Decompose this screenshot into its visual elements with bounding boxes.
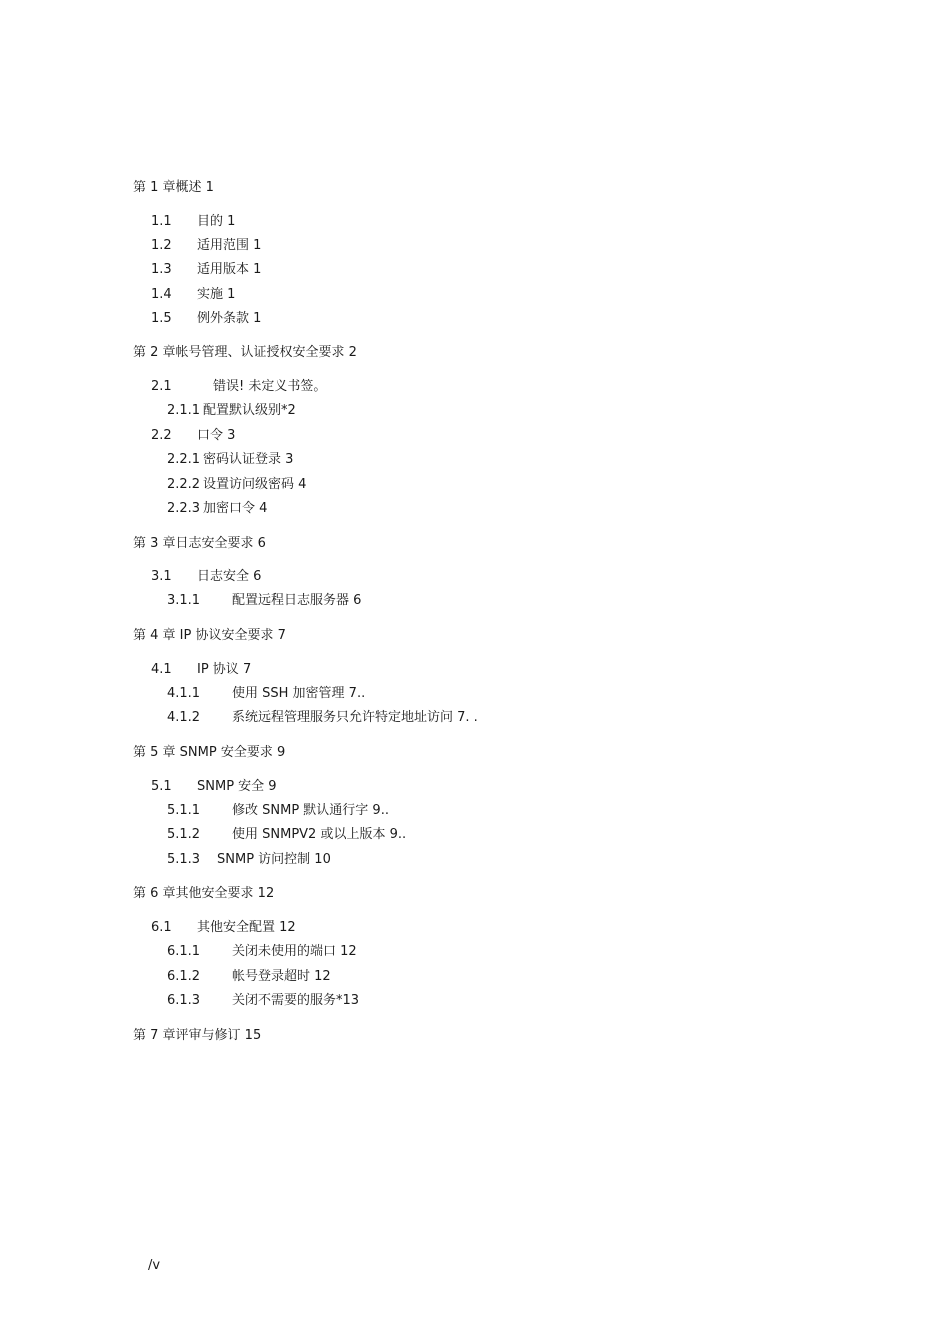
toc-entry-title: 设置访问级密码 4 [203,477,307,492]
toc-chapter-title: 第 3 章日志安全要求 6 [133,536,266,551]
toc-chapter-title: 第 2 章帐号管理、认证授权安全要求 2 [133,345,357,360]
toc-entry-number: 1.3 [151,262,172,277]
toc-entry-title: 系统远程管理服务只允许特定地址访问 7. . [232,710,478,725]
toc-entry-number: 5.1.1 [167,803,201,818]
toc-entry-title: 适用版本 1 [197,262,262,277]
toc-entry-title: IP 协议 7 [197,662,252,677]
toc-entry-title: SNMP 访问控制 10 [217,852,331,867]
toc-entry-number: 6.1.2 [167,969,201,984]
toc-entry-number: 1.4 [151,287,172,302]
toc-entry-number: 6.1 [151,920,172,935]
toc-entry-number: 1.1 [151,214,172,229]
toc-entry-title: 日志安全 6 [197,569,262,584]
toc-entry-number: 5.1.3 [167,852,201,867]
toc-entry-title: 关闭不需要的服务*13 [232,993,360,1008]
toc-entry-number: 4.1.1 [167,686,201,701]
toc-entry-title: 帐号登录超时 12 [232,969,331,984]
toc-entry-number: 6.1.3 [167,993,201,1008]
toc-entry-number: 1.5 [151,311,172,326]
toc-entry-number: 6.1.1 [167,944,201,959]
toc-entry-number: 5.1.2 [167,827,201,842]
toc-chapter-title: 第 6 章其他安全要求 12 [133,886,275,901]
toc-entry-number: 2.1.1 [167,403,201,418]
toc-entry-title: 配置默认级别*2 [203,403,296,418]
toc-entry-title: 配置远程日志服务器 6 [232,593,362,608]
toc-entry-title: 密码认证登录 3 [203,452,294,467]
toc-entry-number: 5.1 [151,779,172,794]
toc-entry-number: 2.2.3 [167,501,201,516]
toc-entry-number: 1.2 [151,238,172,253]
toc-entry-title: 适用范围 1 [197,238,262,253]
toc-entry-title: 关闭未使用的端口 12 [232,944,357,959]
toc-entry-title: 使用 SSH 加密管理 7.. [232,686,366,701]
toc-entry-number: 2.2.1 [167,452,201,467]
toc-entry-title: 目的 1 [197,214,236,229]
toc-chapter-title: 第 1 章概述 1 [133,180,214,195]
toc-entry-title: 其他安全配置 12 [197,920,296,935]
toc-entry-number: 2.2 [151,428,172,443]
toc-entry-title: 口令 3 [197,428,236,443]
toc-entry-number: 2.1 [151,379,172,394]
toc-entry-title: SNMP 安全 9 [197,779,277,794]
toc-entry-title: 例外条款 1 [197,311,262,326]
toc-entry-title: 使用 SNMPV2 或以上版本 9.. [232,827,407,842]
toc-entry-title: 修改 SNMP 默认通行字 9.. [232,803,389,818]
toc-chapter-title: 第 7 章评审与修订 15 [133,1028,262,1043]
toc-entry-number: 3.1.1 [167,593,201,608]
toc-entry-number: 3.1 [151,569,172,584]
toc-entry-title: 错误! 未定义书签。 [213,379,327,394]
toc-chapter-title: 第 4 章 IP 协议安全要求 7 [133,628,286,643]
toc-entry-number: 4.1.2 [167,710,201,725]
page-footer-mark: /v [148,1258,161,1273]
toc-entry-title: 加密口令 4 [203,501,268,516]
toc-entry-number: 4.1 [151,662,172,677]
toc-entry-title: 实施 1 [197,287,236,302]
toc-chapter-title: 第 5 章 SNMP 安全要求 9 [133,745,286,760]
toc-entry-number: 2.2.2 [167,477,201,492]
